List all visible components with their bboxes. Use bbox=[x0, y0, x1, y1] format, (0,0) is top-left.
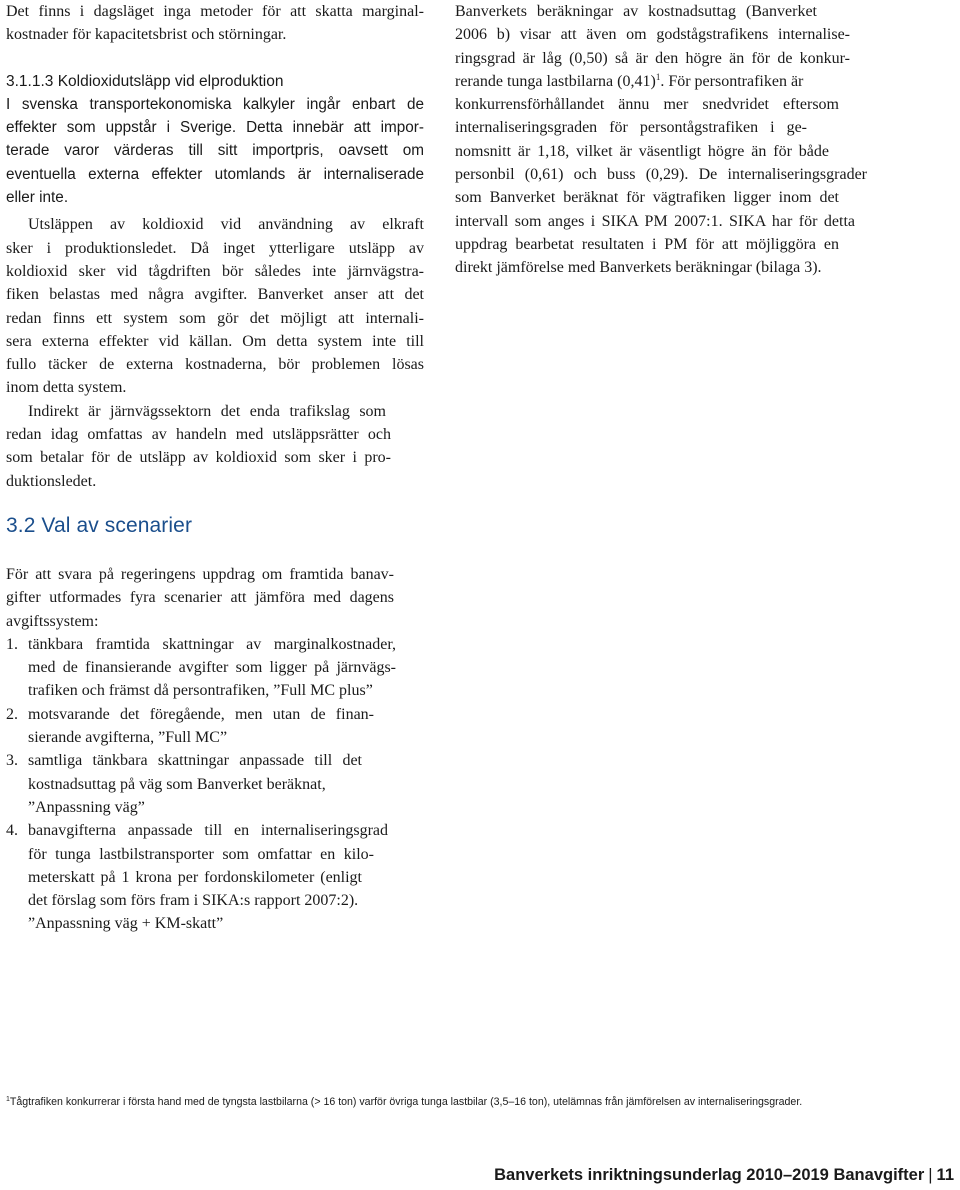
footnote-text: Tågtrafiken konkurrerar i första hand med de tyngsta lastbilarna (> 16 ton) varför övriga tunga lastbilar (3,5–16 ton), utelämnas från jämförelsen av internaliseringsgrader. bbox=[9, 1096, 803, 1108]
footer-separator: | bbox=[928, 1166, 933, 1184]
text-line: sierande avgifterna, ”Full MC” bbox=[28, 729, 228, 747]
list-item bbox=[6, 819, 424, 935]
text-line: samtliga tänkbara skattningar anpassade till det bbox=[28, 752, 362, 770]
text-line: redan finns ett system som gör det möjligt att internali- bbox=[6, 309, 424, 327]
text-line: 2006 b) visar att även om godstågstrafikens internalise- bbox=[455, 26, 850, 44]
text-line: fullo täcker de externa kostnaderna, bör problemen lösas bbox=[6, 356, 424, 374]
text-line: sera externa effekter vid källan. Om detta system inte till bbox=[6, 332, 424, 350]
section-title: 3.2 Val av scenarier bbox=[6, 514, 193, 537]
footnote bbox=[6, 1096, 946, 1108]
list-item bbox=[6, 633, 424, 703]
list-item bbox=[6, 703, 424, 750]
section-body bbox=[6, 563, 424, 936]
subheading: 3.1.1.3 Koldioxidutsläpp vid elproduktion bbox=[6, 72, 284, 90]
text-line: Banverkets beräkningar av kostnadsuttag (Banverket bbox=[455, 3, 817, 20]
text-line: internaliseringsgraden för persontågstrafiken i ge- bbox=[455, 119, 807, 137]
left-column bbox=[6, 0, 424, 493]
text-line: uppdrag bearbetat resultaten i PM för att möjliggöra en bbox=[455, 235, 839, 253]
text-line: motsvarande det föregående, men utan de finan- bbox=[28, 705, 374, 723]
text-line: nomsnitt är 1,18, vilket är väsentligt högre än för både bbox=[455, 142, 829, 160]
text-line: inom detta system. bbox=[6, 379, 127, 397]
footnote-reference[interactable]: 1 bbox=[655, 71, 661, 82]
paragraph-3 bbox=[6, 400, 424, 493]
text-line: trafiken och främst då persontrafiken, ”Full MC plus” bbox=[28, 682, 373, 700]
footnote-marker: 1 bbox=[6, 1096, 10, 1103]
text-line: terade varor värderas till sitt importpris, oavsett om bbox=[6, 142, 424, 160]
list-number: 2. bbox=[6, 705, 18, 723]
text-line: avgiftssystem: bbox=[6, 612, 99, 630]
text-line: redan idag omfattas av handeln med utsläppsrätter och bbox=[6, 426, 391, 444]
intro-paragraph bbox=[6, 0, 424, 47]
text-line: ringsgrad är låg (0,50) så är den högre än för de konkur- bbox=[455, 49, 850, 67]
text-line: banavgifterna anpassade till en internaliseringsgrad bbox=[28, 822, 388, 840]
text-line: ”Anpassning väg + KM-skatt” bbox=[28, 915, 224, 933]
text-line: Det finns i dagsläget inga metoder för att skatta marginal- bbox=[6, 3, 424, 20]
text-line: det förslag som förs fram i SIKA:s rapport 2007:2). bbox=[28, 892, 359, 910]
list-number: 3. bbox=[6, 752, 18, 770]
paragraph-1 bbox=[6, 93, 424, 209]
text-line: kostnader för kapacitetsbrist och störningar. bbox=[6, 26, 287, 44]
text-line: sker i produktionsledet. Då inget ytterligare utsläpp av bbox=[6, 239, 424, 257]
list-number: 4. bbox=[6, 822, 18, 840]
text-line: konkurrensförhållandet ännu mer snedvridet eftersom bbox=[455, 96, 839, 114]
text-line: Indirekt är järnvägssektorn det enda trafikslag som bbox=[28, 402, 386, 420]
text-line: För att svara på regeringens uppdrag om framtida banav- bbox=[6, 566, 394, 583]
section-intro bbox=[6, 563, 424, 633]
text-line: meterskatt på 1 krona per fordonskilometer (enligt bbox=[28, 868, 362, 886]
text-line: personbil (0,61) och buss (0,29). De internaliseringsgrader bbox=[455, 166, 867, 184]
page-number: 11 bbox=[936, 1166, 954, 1184]
text-line: gifter utformades fyra scenarier att jämföra med dagens bbox=[6, 589, 394, 607]
text-line: tänkbara framtida skattningar av marginalkostnader, bbox=[28, 635, 396, 653]
text-line: intervall som anges i SIKA PM 2007:1. SIKA har för detta bbox=[455, 212, 855, 230]
page-footer bbox=[494, 1166, 954, 1185]
text-line: Utsläppen av koldioxid vid användning av elkraft bbox=[28, 216, 424, 234]
text-line: för tunga lastbilstransporter som omfattar en kilo- bbox=[28, 845, 374, 863]
text-line: duktionsledet. bbox=[6, 472, 97, 490]
list-number: 1. bbox=[6, 635, 18, 653]
text-line: kostnadsuttag på väg som Banverket beräknat, bbox=[28, 775, 326, 793]
text-line: direkt jämförelse med Banverkets beräkningar (bilaga 3). bbox=[455, 259, 822, 277]
text-line: koldioxid sker vid tågdriften bör således inte järnvägstra- bbox=[6, 262, 424, 280]
text-line: med de finansierande avgifter som ligger på järnvägs- bbox=[28, 659, 396, 677]
text-line: som Banverket beräknat för vägtrafiken ligger inom det bbox=[455, 189, 839, 207]
text-line: eventuella externa effekter utomlands är internaliserade bbox=[6, 165, 424, 183]
text-line: som betalar för de utsläpp av koldioxid som sker i pro- bbox=[6, 449, 391, 467]
text-fragment: rerande tunga lastbilarna (0,41) bbox=[455, 72, 656, 90]
right-column bbox=[455, 0, 875, 280]
footer-title: Banverkets inriktningsunderlag 2010–2019 bbox=[494, 1166, 829, 1184]
right-paragraph bbox=[455, 0, 875, 280]
text-fragment: . För persontrafiken är bbox=[660, 72, 804, 90]
scenario-list bbox=[6, 633, 424, 936]
text-line: fiken belastas med några avgifter. Banverket anser att det bbox=[6, 286, 424, 304]
text-line: effekter som uppstår i Sverige. Detta innebär att impor- bbox=[6, 119, 424, 137]
text-line: I svenska transportekonomiska kalkyler ingår enbart de bbox=[6, 95, 424, 113]
paragraph-2 bbox=[6, 213, 424, 399]
text-line bbox=[455, 70, 875, 93]
footer-section: Banavgifter bbox=[833, 1166, 925, 1184]
list-item bbox=[6, 749, 424, 819]
text-line: ”Anpassning väg” bbox=[28, 798, 145, 816]
text-line: eller inte. bbox=[6, 189, 69, 207]
